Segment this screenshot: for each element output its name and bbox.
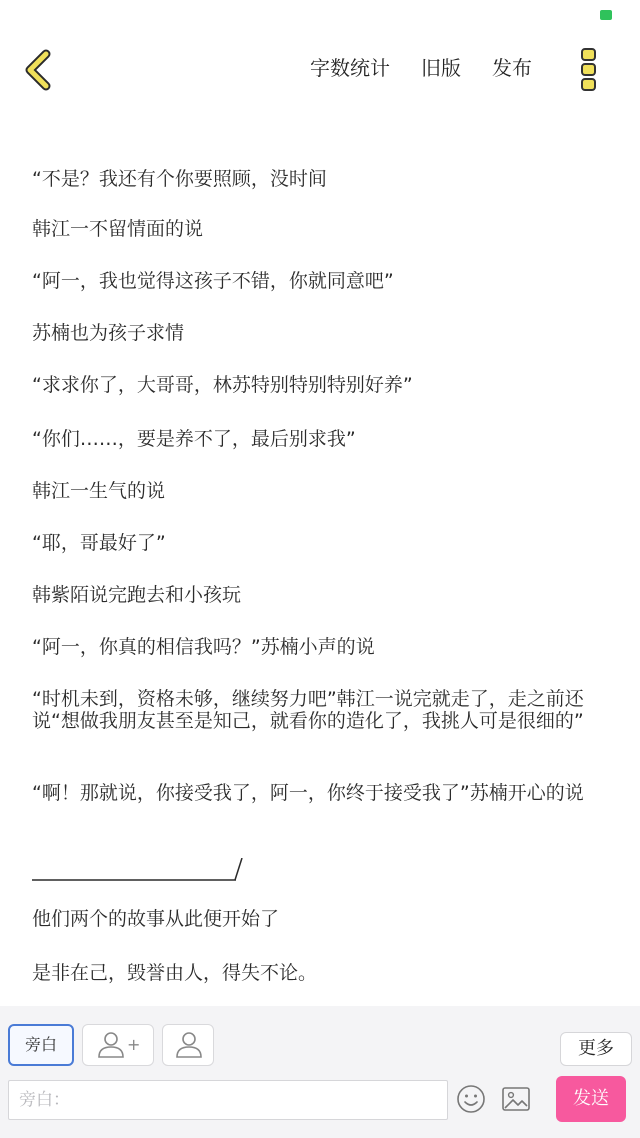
message-input[interactable] bbox=[8, 1080, 448, 1120]
battery-icon bbox=[600, 10, 612, 20]
add-role-plus: + bbox=[127, 1035, 141, 1054]
story-paragraph: “阿一，你真的相信我吗？”苏楠小声的说 bbox=[32, 636, 375, 658]
story-paragraph: 是非在己，毁誉由人，得失不论。 bbox=[32, 962, 318, 984]
image-button[interactable] bbox=[500, 1083, 532, 1115]
role-narration-button[interactable] bbox=[8, 1024, 74, 1066]
more-button[interactable]: 更多 bbox=[560, 1032, 632, 1066]
story-paragraph: 韩江一生气的说 bbox=[32, 480, 166, 502]
chevron-left-icon bbox=[20, 48, 60, 92]
story-content bbox=[0, 166, 640, 1006]
add-user-icon bbox=[83, 1025, 155, 1067]
story-paragraph: 苏楠也为孩子求情 bbox=[32, 322, 185, 344]
section-divider bbox=[32, 858, 252, 882]
menu-button[interactable] bbox=[576, 46, 602, 94]
story-paragraph: “时机未到，资格未够，继续努力吧”韩江一说完就走了，走之前还说“想做我朋友甚至是知己，就看你的造化了，我挑人可是很细的” bbox=[32, 688, 584, 732]
emoji-icon bbox=[455, 1083, 487, 1115]
story-paragraph: “不是？我还有个你要照顾，没时间 bbox=[32, 168, 327, 190]
publish-button[interactable]: 发布 bbox=[492, 56, 532, 80]
old-version-button[interactable]: 旧版 bbox=[421, 56, 461, 80]
story-paragraph: “你们……，要是养不了，最后别求我” bbox=[32, 428, 356, 450]
add-role-button[interactable] bbox=[82, 1024, 154, 1066]
story-paragraph: “阿一，我也觉得这孩子不错，你就同意吧” bbox=[32, 270, 394, 292]
role-user-button[interactable] bbox=[162, 1024, 214, 1066]
story-paragraph: 韩紫陌说完跑去和小孩玩 bbox=[32, 584, 242, 606]
story-paragraph: “耶，哥最好了” bbox=[32, 532, 166, 554]
story-paragraph: “求求你了，大哥哥，林苏特别特别特别好养” bbox=[32, 374, 413, 396]
story-paragraph: 韩江一不留情面的说 bbox=[32, 218, 204, 240]
divider-line-icon bbox=[32, 858, 252, 882]
emoji-button[interactable] bbox=[455, 1083, 487, 1115]
role-narration-label: 旁白 bbox=[24, 1035, 57, 1054]
more-dots-icon bbox=[576, 46, 602, 94]
story-paragraph: “啊！那就说，你接受我了，阿一，你终于接受我了”苏楠开心的说 bbox=[32, 782, 584, 804]
user-icon bbox=[163, 1025, 215, 1067]
story-paragraph: 他们两个的故事从此便开始了 bbox=[32, 908, 280, 930]
top-bar bbox=[0, 40, 640, 100]
image-icon bbox=[500, 1083, 532, 1115]
word-count-button[interactable]: 字数统计 bbox=[310, 56, 390, 80]
back-button[interactable] bbox=[20, 48, 60, 92]
send-button[interactable]: 发送 bbox=[556, 1076, 626, 1122]
